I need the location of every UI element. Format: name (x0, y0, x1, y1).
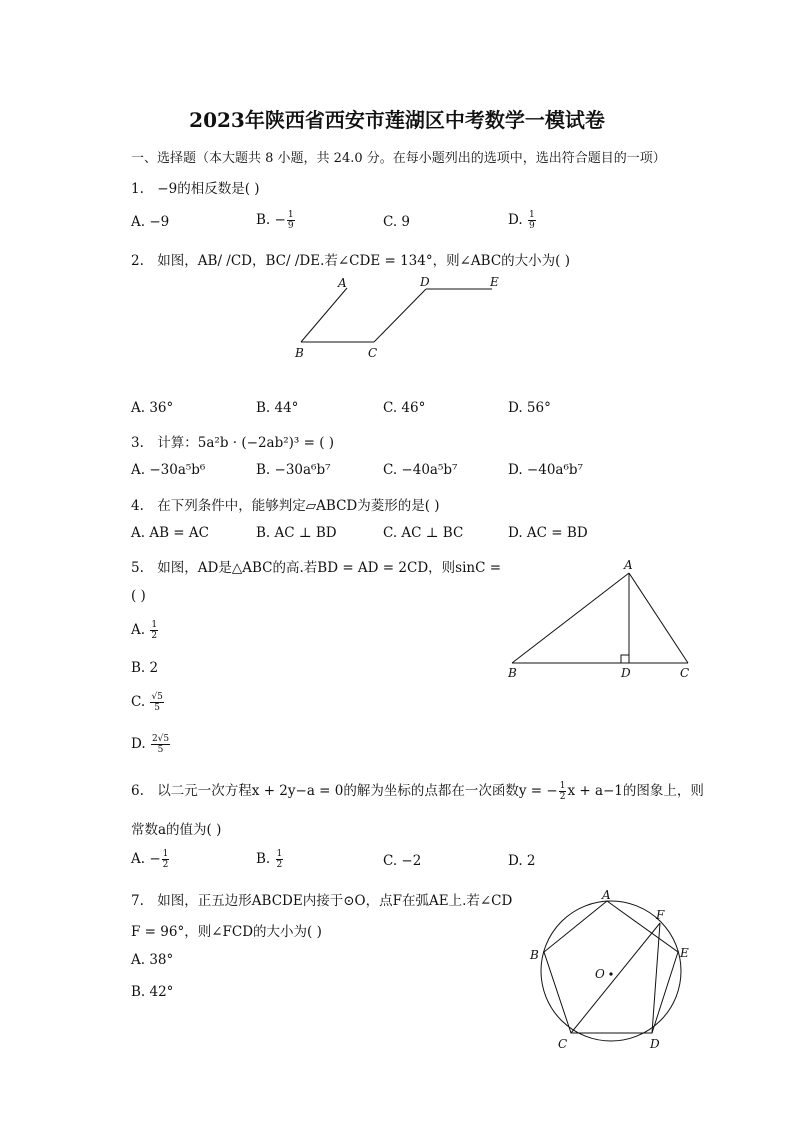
segment-df (652, 923, 660, 1033)
fraction: $\frac{√5}{5}$ (151, 692, 163, 713)
question-stem: 计算：5a²b · (−2ab²)³ = ( ) (157, 435, 335, 451)
option-d[interactable]: D. 56° (508, 400, 551, 416)
page-title: 2023年陕西省西安市莲湖区中考数学一模试卷 (189, 108, 605, 132)
question-7 (131, 889, 512, 909)
option-a[interactable]: A. −30a⁵b⁶ (131, 462, 206, 478)
option-a[interactable] (131, 620, 159, 641)
circle-o (541, 901, 681, 1041)
option-label: B. − (256, 212, 286, 228)
question-stem-tail: x + a−1的图象上，则 (567, 783, 704, 799)
option-b[interactable]: B. 44° (256, 400, 299, 416)
question-number: 3. (131, 435, 144, 451)
option-b[interactable]: B. 42° (131, 984, 174, 1000)
question-7-continued: F = 96°，则∠FCD的大小为( ) (131, 924, 322, 940)
option-d[interactable]: D. 2 (508, 853, 536, 869)
option-label: B. (256, 851, 275, 867)
option-c[interactable] (131, 692, 165, 713)
triangle-figure (500, 555, 700, 685)
label-d: D (650, 1037, 660, 1051)
option-a[interactable]: A. AB = AC (131, 525, 209, 541)
option-d[interactable]: D. AC = BD (508, 525, 588, 541)
question-1 (131, 177, 260, 197)
option-label: A. (131, 622, 150, 638)
option-label: C. (131, 694, 150, 710)
question-number: 7. (131, 893, 144, 909)
option-d[interactable]: D. −40a⁶b⁷ (508, 462, 583, 478)
center-point (609, 972, 612, 975)
option-d[interactable] (508, 210, 537, 231)
question-stem: 如图，正五边形ABCDE内接于⊙O，点F在弧AE上.若∠CD (157, 893, 513, 909)
option-b[interactable] (256, 210, 296, 231)
fraction: $\frac{1}{9}$ (528, 210, 535, 231)
label-c: C (558, 1037, 568, 1051)
inscribed-pentagon-figure (525, 886, 700, 1056)
label-b: B (508, 666, 517, 680)
fraction: $\frac{1}{2}$ (276, 849, 283, 870)
label-d: D (621, 666, 631, 680)
label-e: E (680, 946, 689, 960)
option-label: D. (131, 736, 150, 752)
question-number: 6. (131, 783, 144, 799)
fraction: $\frac{1}{2}$ (151, 620, 158, 641)
section-heading: 一、选择题（本大题共 8 小题，共 24.0 分。在每小题列出的选项中，选出符合题目的一项） (131, 151, 666, 166)
option-b[interactable]: B. AC ⊥ BD (256, 525, 337, 541)
option-b[interactable]: B. 2 (131, 660, 159, 676)
question-number: 5. (131, 560, 144, 576)
option-b[interactable]: B. −30a⁶b⁷ (256, 462, 331, 478)
label-e: E (490, 275, 499, 289)
option-a[interactable] (131, 849, 170, 870)
question-stem: −9的相反数是( ) (157, 181, 260, 197)
label-b: B (530, 948, 539, 962)
option-c[interactable]: C. −2 (383, 853, 422, 869)
option-b[interactable] (256, 849, 284, 870)
question-5-continued: ( ) (131, 588, 146, 604)
option-label: D. (508, 212, 527, 228)
label-f: F (656, 908, 665, 922)
option-c[interactable]: C. 9 (383, 214, 411, 230)
label-b: B (295, 346, 304, 360)
fraction: $\frac{1}{9}$ (287, 210, 294, 231)
question-stem: 如图，AD是△ABC的高.若BD = AD = 2CD，则sinC = (157, 560, 502, 576)
segment-cd (374, 289, 426, 342)
question-stem: 如图，AB/ /CD，BC/ /DE.若∠CDE = 134°，则∠ABC的大小为( ) (157, 253, 570, 269)
question-4 (131, 494, 440, 514)
option-c[interactable]: C. 46° (383, 400, 426, 416)
option-c[interactable]: C. AC ⊥ BC (383, 525, 464, 541)
question-stem: 以二元一次方程x + 2y−a = 0的解为坐标的点都在一次函数y = − (157, 783, 558, 799)
question-number: 4. (131, 498, 144, 514)
question-number: 1. (131, 181, 144, 197)
label-a: A (338, 276, 347, 290)
label-o: O (595, 967, 605, 981)
option-c[interactable]: C. −40a⁵b⁷ (383, 462, 458, 478)
question-2 (131, 249, 570, 269)
option-d[interactable] (131, 734, 171, 755)
option-label: A. − (131, 851, 161, 867)
label-d: D (420, 275, 430, 289)
option-a[interactable]: A. 36° (131, 400, 174, 416)
question-5 (131, 556, 501, 576)
option-a[interactable]: A. −9 (131, 214, 170, 230)
question-3 (131, 431, 334, 451)
question-stem: 在下列条件中，能够判定▱ABCD为菱形的是( ) (157, 498, 440, 514)
segment-ab (301, 288, 347, 342)
question-6-continued: 常数a的值为( ) (131, 822, 222, 838)
label-a: A (624, 558, 633, 572)
segment-ab (512, 573, 629, 663)
label-a: A (602, 888, 611, 902)
label-c: C (680, 666, 690, 680)
question-6 (131, 779, 704, 802)
right-angle-mark (621, 655, 629, 663)
segment-cf (571, 923, 660, 1033)
fraction: $\frac{1}{2}$ (559, 781, 566, 802)
fraction: $\frac{1}{2}$ (162, 849, 169, 870)
option-a[interactable]: A. 38° (131, 952, 174, 968)
fraction: $\frac{2√5}{5}$ (151, 734, 170, 755)
segment-ac (629, 573, 688, 663)
question-number: 2. (131, 253, 144, 269)
parallel-lines-figure (290, 272, 510, 364)
label-c: C (368, 346, 378, 360)
